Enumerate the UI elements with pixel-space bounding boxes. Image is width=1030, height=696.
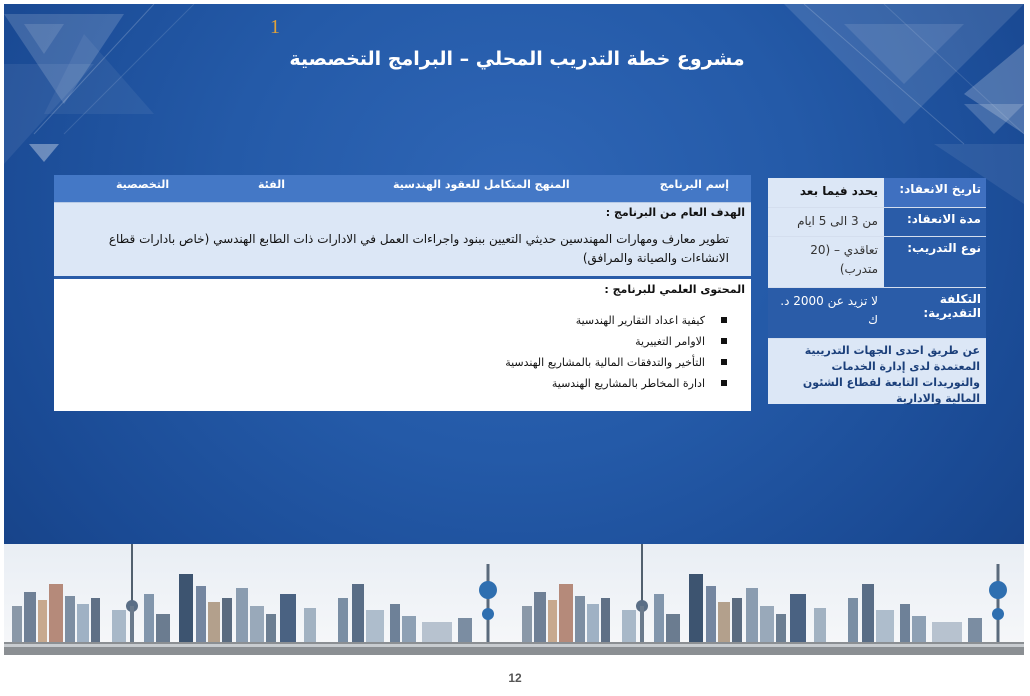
type-value: تعاقدي – (20 متدرب) (768, 237, 884, 287)
city-skyline-image (4, 544, 1024, 655)
program-name-label: إسم البرنامج (659, 178, 729, 191)
provider-note: عن طريق احدى الجهات التدريبية المعتمدة لدى إدارة الخدمات والتوريدات التابعة لقطاع الشئون المالية والادارية (802, 344, 980, 405)
category-value: التخصصية (116, 178, 170, 191)
content-heading: المحتوى العلمي للبرنامج : (604, 283, 745, 296)
duration-label: مدة الانعقاد: (884, 208, 986, 236)
list-item: الاوامر التغييرية (505, 331, 731, 352)
date-label: تاريخ الانعقاد: (884, 178, 986, 207)
cost-label: التكلفة التقديرية: (884, 288, 986, 338)
slide-title: مشروع خطة التدريب المحلي – البرامج التخصصية (289, 48, 745, 70)
list-item: ادارة المخاطر بالمشاريع الهندسية (505, 373, 731, 394)
program-name-value: المنهج المتكامل للعقود الهندسية (393, 178, 570, 191)
type-label: نوع التدريب: (884, 237, 986, 287)
slide-number: 1 (270, 16, 280, 38)
list-item: التأخير والتدفقات المالية بالمشاريع الهندسية (505, 352, 731, 373)
info-row-type (768, 237, 986, 288)
date-value: يحدد فيما بعد (768, 178, 884, 207)
section-divider (54, 276, 751, 279)
goal-section (54, 202, 751, 277)
category-label: الفئة (258, 178, 285, 191)
cost-value: لا تزيد عن 2000 د. ك (768, 288, 884, 338)
goal-heading: الهدف العام من البرنامج : (605, 206, 745, 219)
info-row-note (768, 339, 986, 404)
info-table (768, 178, 986, 404)
list-item: كيفية اعداد التقارير الهندسية (505, 310, 731, 331)
slide (4, 4, 1024, 655)
program-panel (54, 175, 751, 411)
program-header (54, 175, 751, 202)
goal-text: تطوير معارف ومهارات المهندسين حديثي التعيين ببنود واجراءات العمل في الادارات ذات الطابع الهندسي (خاص بادارات قطاع الانشاءات والصيانة والمرافق) (108, 232, 729, 265)
info-row-date (768, 178, 986, 208)
page-number: 12 (508, 671, 522, 685)
duration-value: من 3 الى 5 ايام (768, 208, 884, 236)
info-row-duration (768, 208, 986, 237)
content-list (505, 310, 731, 394)
info-row-cost (768, 288, 986, 339)
